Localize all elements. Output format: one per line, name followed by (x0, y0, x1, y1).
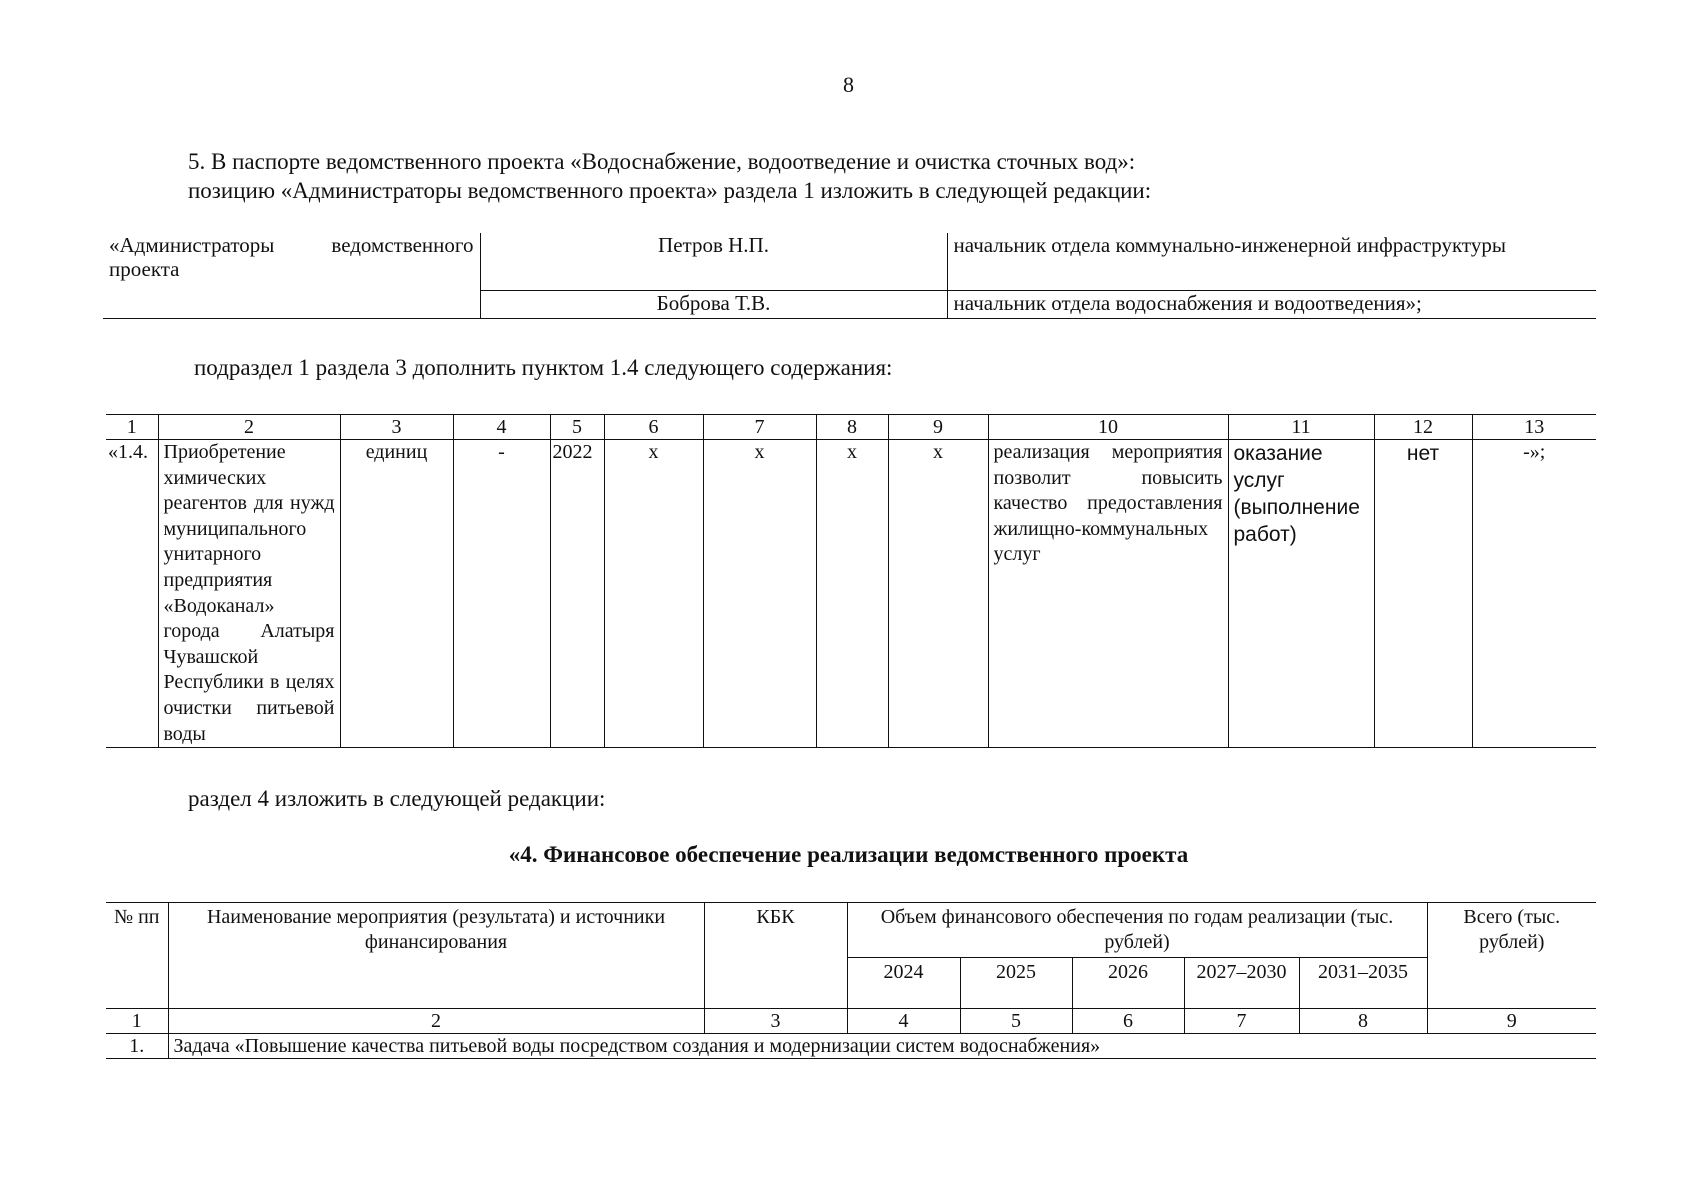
header-number: № пп (106, 903, 168, 1009)
year-header: 2024 (847, 958, 960, 1009)
page-number: 8 (843, 72, 854, 97)
unit: единиц (340, 440, 453, 748)
column-number: 5 (550, 415, 604, 440)
year-header: 2025 (960, 958, 1072, 1009)
header-total: Всего (тыс. рублей) (1427, 903, 1596, 1009)
measure-effect: реализация мероприятия позволит повысить качество предоставления жилищно-коммунальных услуг (988, 440, 1228, 748)
task-text: Задача «Повышение качества питьевой воды посредством создания и модернизации систем водоснабжения» (168, 1034, 1596, 1059)
column-number: 12 (1374, 415, 1472, 440)
column-number: 7 (703, 415, 816, 440)
column-number: 10 (988, 415, 1228, 440)
header-volume: Объем финансового обеспечения по годам реализации (тыс. рублей) (847, 903, 1427, 958)
task-number: 1. (106, 1034, 168, 1059)
column-number: 6 (604, 415, 703, 440)
table-cell: нет (1374, 440, 1472, 748)
admin-name: Боброва Т.В. (480, 291, 947, 319)
column-number: 5 (960, 1009, 1072, 1034)
column-number: 13 (1472, 415, 1596, 440)
column-number: 8 (1299, 1009, 1427, 1034)
admin-position: начальник отдела коммунально-инженерной инфраструктуры (947, 233, 1596, 291)
item-number: «1.4. (106, 440, 158, 748)
column-number: 6 (1072, 1009, 1184, 1034)
admin-name: Петров Н.П. (480, 233, 947, 291)
administrators-label: «Администраторы ведомственного проекта (103, 233, 480, 319)
year-header: 2026 (1072, 958, 1184, 1009)
measure-name: Приобретение химических реагентов для нужд муниципального унитарного предприятия «Водоканал» города Алатыря Чувашской Республики в целях очистки питьевой воды (158, 440, 340, 748)
column-number: 9 (888, 415, 988, 440)
intro-line-1: 5. В паспорте ведомственного проекта «Водоснабжение, водоотведение и очистка сточных вод»: (188, 149, 1136, 174)
year-header: 2027–2030 (1184, 958, 1299, 1009)
subsection-paragraph: подраздел 1 раздела 3 дополнить пунктом 1.4 следующего содержания: (194, 355, 893, 380)
admin-position: начальник отдела водоснабжения и водоотведения»; (947, 291, 1596, 319)
measure-type: оказание услуг (выполнение работ) (1228, 440, 1374, 748)
column-number: 4 (847, 1009, 960, 1034)
year-cell: 2022 (550, 440, 604, 748)
section4-paragraph: раздел 4 изложить в следующей редакции: (188, 786, 606, 811)
column-number: 3 (340, 415, 453, 440)
table-cell: - (453, 440, 550, 748)
measures-table (106, 414, 1596, 748)
table-cell: х (816, 440, 888, 748)
intro-line-2: позицию «Администраторы ведомственного проекта» раздела 1 изложить в следующей редакции: (188, 178, 1152, 203)
finance-table (106, 902, 1596, 1059)
section4-heading: «4. Финансовое обеспечение реализации ведомственного проекта (508, 842, 1189, 867)
column-number: 8 (816, 415, 888, 440)
header-name: Наименование мероприятия (результата) и источники финансирования (168, 903, 704, 1009)
column-number: 1 (106, 1009, 168, 1034)
administrators-table (103, 233, 1596, 319)
column-number: 2 (168, 1009, 704, 1034)
column-number: 9 (1427, 1009, 1596, 1034)
header-kbk: КБК (704, 903, 847, 1009)
year-header: 2031–2035 (1299, 958, 1427, 1009)
table-cell: х (888, 440, 988, 748)
table-cell: х (604, 440, 703, 748)
column-number: 4 (453, 415, 550, 440)
column-number: 1 (106, 415, 158, 440)
column-number: 11 (1228, 415, 1374, 440)
column-number: 2 (158, 415, 340, 440)
table-cell: х (703, 440, 816, 748)
column-number: 7 (1184, 1009, 1299, 1034)
table-cell: -»; (1472, 440, 1596, 748)
column-number: 3 (704, 1009, 847, 1034)
